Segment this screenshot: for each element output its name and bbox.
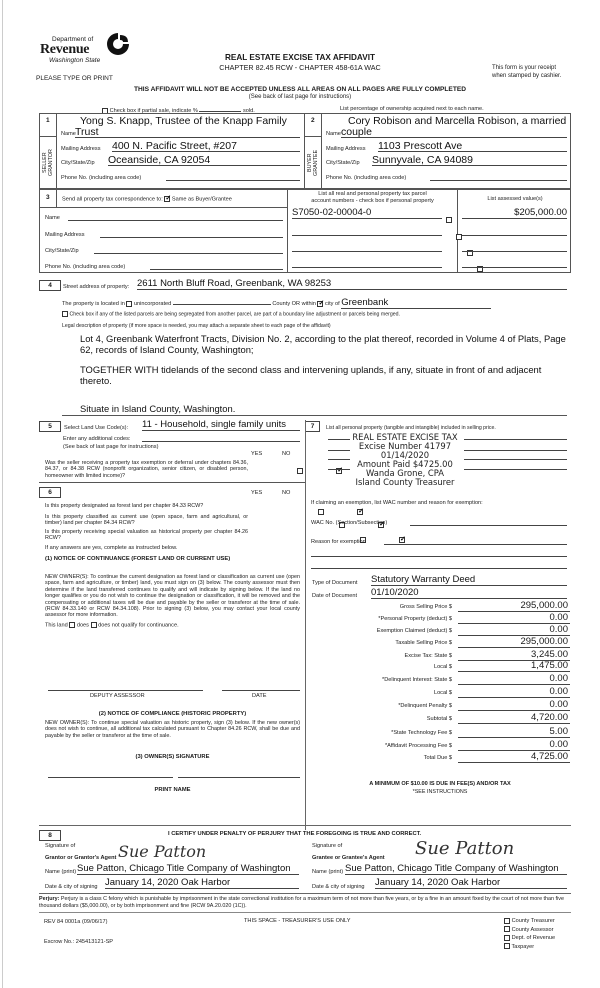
revenue-logo-icon (106, 32, 130, 56)
buyer-mailing-label: Mailing Address (326, 146, 366, 152)
exemption-claimed-field[interactable]: 0.00 (458, 625, 570, 636)
agency-line-3: Washington State (49, 57, 101, 64)
agency-line-2: Revenue (40, 42, 90, 57)
grantee-date-field[interactable]: January 14, 2020 Oak Harbor (375, 877, 567, 889)
section3-col-divider-2 (457, 189, 458, 273)
correspondence-phone-field[interactable] (150, 261, 283, 270)
delinquent-interest-state-row: *Delinquent Interest: State $ 0.00 (382, 673, 568, 684)
current-use-question: Is this property classified as current use (open space, farm and agricultural, or timber) land per chapter 84.34 RCW? (45, 514, 248, 527)
legal-description-p2[interactable]: TOGETHER WITH tidelands of the second class and intervening uplands, if any, situate in front of and adjacent thereto. (80, 364, 542, 386)
state-technology-fee-row: *State Technology Fee $ 5.00 (391, 726, 568, 737)
if-yes-note: If any answers are yes, complete as instructed below. (45, 545, 178, 551)
delinquent-interest-state-field[interactable]: 0.00 (458, 674, 570, 685)
section-8-bottom-line (39, 893, 571, 894)
section3-header-sep (39, 207, 287, 208)
forest-land-yes-checkbox[interactable] (318, 509, 324, 515)
section-2-number: 2 (311, 117, 315, 124)
parcel-number-2[interactable] (292, 224, 442, 236)
partial-sale-label: Check box if partial sale, indicate % (109, 108, 198, 114)
grantor-name-field[interactable]: Sue Patton, Chicago Title Company of Washington (77, 863, 299, 875)
street-address-field[interactable]: 2611 North Bluff Road, Greenbank, WA 98253 (137, 278, 567, 290)
additional-codes-field[interactable] (142, 434, 300, 442)
personal-property-line-3b[interactable] (464, 459, 567, 460)
buyer-city-field[interactable]: Sunnyvale, CA 94089 (372, 154, 567, 166)
buyer-phone-label: Phone No. (including area code) (326, 175, 407, 181)
copy-taxpayer-checkbox[interactable] (504, 943, 510, 949)
parcel-number-3[interactable] (292, 240, 442, 252)
buyer-name-line2[interactable]: couple (341, 126, 567, 138)
owner-signature-title: (3) OWNER(S) SIGNATURE (135, 754, 210, 760)
excise-tax-state-field[interactable]: 3,245.00 (458, 650, 570, 661)
additional-codes-note: (See back of last page for instructions) (63, 444, 159, 450)
exemption-yes-checkbox[interactable] (297, 468, 303, 474)
section5-no-header: NO (282, 451, 291, 457)
exemption-question: Was the seller receiving a property tax exemption or deferral under chapters 84.36, 84.37, or 84.38 RCW (nonprofit organization, senior citizen, or disabled person, homeowner with limited income)? (45, 460, 248, 479)
perjury-notice: Perjury: Perjury is a class C felony which is punishable by imprisonment in the state correctional institution for a maximum term of not more than five years, or by a fine in an amount fixed by the court of not more than five thousand dollars ($5,000.00), or by both imprisonment and fine (RCW 9A.20.020 (1C)). (39, 896, 564, 909)
exemption-reason-field[interactable] (384, 537, 567, 545)
correspondence-city-label: City/State/Zip (45, 248, 79, 254)
city-field[interactable]: Greenbank (341, 297, 491, 309)
parcel-number-4[interactable] (292, 256, 442, 268)
deputy-assessor-sig-line[interactable] (48, 690, 203, 691)
correspondence-mailing-label: Mailing Address (45, 232, 85, 238)
copy-county-treasurer: County Treasurer (504, 917, 555, 926)
buyer-num-sep (304, 136, 322, 137)
warning-banner: THIS AFFIDAVIT WILL NOT BE ACCEPTED UNLESS ALL AREAS ON ALL PAGES ARE FULLY COMPLETED (133, 86, 467, 93)
copy-county-treasurer-checkbox[interactable] (504, 918, 510, 924)
personal-property-line-2b[interactable] (464, 450, 567, 451)
partial-sale-percent-field[interactable] (199, 105, 241, 112)
copy-dept-revenue-checkbox[interactable] (504, 935, 510, 941)
buyer-city-label: City/State/Zip (326, 160, 360, 166)
copy-county-assessor: County Assessor (504, 926, 555, 935)
seller-mailing-label: Mailing Address (61, 146, 101, 152)
buyer-name-label: Name (326, 131, 341, 137)
total-due-field[interactable]: 4,725.00 (458, 752, 570, 763)
city-checkbox[interactable] (317, 301, 323, 307)
print-name-label: PRINT NAME (154, 787, 191, 793)
delinquent-penalty-row: *Delinquent Penalty $ 0.00 (398, 699, 568, 710)
grantor-signature-label-1: Signature of (45, 843, 76, 849)
stamp-treasurer-name: Wanda Grone, CPA (365, 468, 445, 478)
delinquent-interest-local-field[interactable]: 0.00 (458, 687, 570, 698)
grantor-date-field[interactable]: January 14, 2020 Oak Harbor (105, 877, 299, 889)
copy-distribution-list (504, 917, 555, 951)
grantee-name-label: Name (print) (312, 869, 344, 875)
copy-county-assessor-checkbox[interactable] (504, 926, 510, 932)
please-type-note: PLEASE TYPE OR PRINT (36, 75, 113, 82)
seller-grantor-label: SELLER GRANTOR (42, 149, 54, 177)
seller-name-label: Name (61, 131, 76, 137)
land-qualify-row: This land does does not qualify for continuance. (45, 622, 179, 629)
grantee-signature-label-1: Signature of (312, 843, 343, 849)
correspondence-name-field[interactable] (68, 212, 283, 221)
parcel-assessed-4[interactable] (462, 256, 567, 268)
does-qualify-checkbox[interactable] (69, 622, 75, 628)
gross-selling-price-row: Gross Selling Price $ 295,000.00 (399, 600, 568, 611)
street-address-label: Street address of property: (63, 284, 130, 290)
historic-question: Is this property receiving special valuation as historical property per chapter 84.26 RCW? (45, 529, 248, 542)
subtotal-field[interactable]: 4,720.00 (458, 713, 570, 724)
excise-tax-state-row: Excise Tax: State $ 3,245.00 (404, 649, 568, 660)
copy-dept-revenue: Dept. of Revenue (504, 934, 555, 943)
property-location-row: The property is located in unincorporated County OR within ✓ city of Greenbank (62, 297, 491, 309)
buyer-grantee-label: BUYER GRANTEE (307, 149, 319, 177)
buyer-mailing-field[interactable]: 1103 Prescott Ave (378, 140, 567, 152)
section-7-number: 7 (306, 421, 320, 432)
section-4-number: 4 (39, 280, 61, 291)
dor-logo (36, 32, 136, 64)
total-due-row: Total Due $ 4,725.00 (423, 751, 568, 762)
scan-edge (2, 0, 3, 988)
agency-line-1: Department of (52, 36, 94, 43)
section6-yes-header: YES (251, 490, 263, 496)
does-not-qualify-checkbox[interactable] (91, 622, 97, 628)
parcel-assessed-2[interactable] (462, 224, 567, 236)
affidavit-processing-fee-field[interactable]: 0.00 (458, 740, 570, 751)
section-8-top-line (39, 825, 571, 826)
seller-city-label: City/State/Zip (61, 160, 95, 166)
form-subtitle: CHAPTER 82.45 RCW - CHAPTER 458-61A WAC (219, 63, 381, 72)
grantor-name-label: Name (print) (45, 869, 77, 875)
document-type-label: Type of Document (312, 580, 358, 586)
instructions-note: (See back of last page for instructions) (248, 94, 352, 100)
gross-selling-price-field[interactable]: 295,000.00 (458, 601, 570, 612)
treasurer-paid-stamp (345, 433, 465, 487)
escrow-number: Escrow No.: 245413121-SP (44, 939, 114, 945)
additional-codes-label: Enter any additional codes: (63, 436, 131, 442)
correspondence-mailing-field[interactable] (100, 229, 283, 238)
parcel-personal-checkbox-1[interactable] (446, 217, 452, 223)
excise-tax-local-row: Local $ 1,475.00 (433, 660, 568, 671)
deputy-assessor-label: DEPUTY ASSESSOR (90, 693, 145, 699)
document-date-field[interactable]: 01/10/2020 (371, 587, 567, 599)
owner-signature-line-1[interactable] (48, 777, 173, 778)
grantor-signature-label-2: Grantor or Grantor's Agent (45, 855, 117, 861)
receipt-note-2: when stamped by cashier. (492, 73, 562, 79)
same-as-buyer-checkbox[interactable] (164, 196, 170, 202)
stamp-county: Island County Treasurer (355, 477, 455, 487)
correspondence-phone-label: Phone No. (including area code) (45, 264, 126, 270)
personal-property-line-1b[interactable] (464, 439, 567, 440)
assessor-date-line[interactable] (222, 690, 300, 691)
personal-property-line-4b[interactable] (464, 469, 567, 470)
grantor-signature[interactable]: Sue Patton (118, 842, 207, 861)
forest-land-question: Is this property designated as forest land per chapter 84.33 RCW? (45, 503, 204, 509)
seller-city-field[interactable]: Oceanside, CA 92054 (108, 154, 300, 166)
seller-name-line2[interactable]: Trust (75, 126, 300, 138)
notice-compliance-title: (2) NOTICE OF COMPLIANCE (HISTORIC PROPERTY) (98, 711, 247, 717)
exemption-reason-label: Reason for exemption (311, 539, 366, 545)
delinquent-penalty-field[interactable]: 0.00 (458, 700, 570, 711)
send-correspondence-label: Send all property tax correspondence to: ✓ Same as Buyer/Grantee (62, 196, 232, 202)
seller-phone-label: Phone No. (including area code) (61, 175, 142, 181)
buyer-name-line1[interactable]: Cory Robison and Marcella Robison, a married (348, 115, 567, 127)
seller-phone-field[interactable] (166, 172, 300, 181)
section-6-top-line (39, 482, 305, 483)
perjury-bottom-line (39, 912, 571, 913)
exemption-reason-field-2[interactable] (311, 556, 567, 557)
taxable-selling-price-row: Taxable Selling Price $ 295,000.00 (395, 636, 568, 647)
section3-col-divider-1 (287, 189, 288, 273)
legal-description-p3[interactable]: Situate in Island County, Washington. (80, 403, 236, 414)
ownership-note: List percentage of ownership acquired next to each name. (340, 106, 484, 112)
minimum-due-note: A MINIMUM OF $10.00 IS DUE IN FEE(S) AND/OR TAX (369, 781, 511, 787)
receipt-note-1: This form is your receipt (492, 65, 557, 71)
section-1-number: 1 (46, 117, 50, 124)
parcel-number-1[interactable]: S7050-02-00004-0 (292, 207, 442, 219)
buyer-phone-field[interactable] (430, 172, 567, 181)
legal-description-bottom-line (62, 415, 567, 416)
stamp-date: 01/14/2020 (380, 450, 430, 460)
form-number: REV 84 0001a (09/06/17) (44, 919, 108, 925)
parcel-assessed-3[interactable] (462, 240, 567, 252)
seller-num-sep (39, 136, 57, 137)
notice-continuance-text: NEW OWNER(S): To continue the current designation as forest land or classification as current use (open space, farm and agriculture, or timber) land, you must sign on (3) below. The county assessor must then determine if the land transferred continues to qualify and will indicate by signing below. If the land no longer qualifies or you do not wish to continue the designation or classification, it will be removed and the compensating or additional taxes will be due and payable by the seller or transferor at the time of sale. (RCW 84.33.140 or RCW 84.34.108). Prior to signing (3) below, you may contact your local county assessor for more information. (45, 574, 300, 619)
personal-property-label: List all personal property (tangible and intangible) included in selling price. (326, 425, 496, 431)
delinquent-interest-local-row: Local $ 0.00 (433, 686, 568, 697)
taxable-selling-price-field[interactable]: 295,000.00 (458, 637, 570, 648)
document-date-label: Date of Document (312, 593, 358, 599)
state-technology-fee-field[interactable]: 5.00 (458, 727, 570, 738)
parcel-header: List all real and personal property tax parcel account numbers - check box if personal property (311, 191, 434, 204)
certify-statement: I CERTIFY UNDER PENALTY OF PERJURY THAT THE FOREGOING IS TRUE AND CORRECT. (168, 831, 422, 837)
segregated-checkbox[interactable] (62, 311, 68, 317)
section-8-number: 8 (39, 830, 61, 841)
see-instructions-note: *SEE INSTRUCTIONS (412, 789, 468, 795)
wac-number-field[interactable] (410, 518, 567, 526)
grantor-date-label: Date & city of signing (45, 884, 98, 890)
section6-no-header: NO (282, 490, 291, 496)
wac-number-label: WAC No. (Section/Subsection) (311, 520, 388, 526)
partial-sale-sold: sold. (243, 108, 255, 114)
notice-compliance-text: NEW OWNER(S): To continue special valuation as historic property, sign (3) below. If the new owner(s) does not wish to continue, all additional tax calculated pursuant to Chapter 84.26 RCW, shall be due and payable by the seller or transferor at the time of sale. (45, 720, 300, 739)
seller-mailing-field[interactable]: 400 N. Pacific Street, #207 (112, 140, 300, 152)
owner-signature-line-2[interactable] (178, 777, 300, 778)
personal-property-deduct-row: *Personal Property (deduct) $ 0.00 (378, 612, 568, 623)
exemption-claimed-row: Exemption Claimed (deduct) $ 0.00 (376, 624, 568, 635)
section-5-number: 5 (39, 421, 61, 432)
excise-tax-local-field[interactable]: 1,475.00 (458, 661, 570, 672)
assessed-header: List assessed value(s) (487, 196, 543, 202)
notice-continuance-title: (1) NOTICE OF CONTINUANCE (FOREST LAND OR CURRENT USE) (45, 556, 231, 562)
affidavit-processing-fee-row: *Affidavit Processing Fee $ 0.00 (384, 739, 568, 750)
correspondence-city-field[interactable] (94, 245, 283, 254)
grantee-signature[interactable]: Sue Patton (415, 838, 515, 859)
forest-land-no-checkbox[interactable] (357, 509, 363, 515)
stamp-excise-number: Excise Number 41797 (358, 441, 452, 451)
copy-taxpayer: Taxpayer (504, 943, 555, 952)
document-type-field[interactable]: Statutory Warranty Deed (371, 574, 567, 586)
treasurer-use-label: THIS SPACE - TREASURER'S USE ONLY (244, 918, 351, 924)
grantee-date-label: Date & city of signing (312, 884, 365, 890)
correspondence-name-label: Name (45, 215, 60, 221)
form-title: REAL ESTATE EXCISE TAX AFFIDAVIT (225, 53, 375, 62)
section5-yes-header: YES (251, 451, 263, 457)
seller-name-line1[interactable]: Yong S. Knapp, Trustee of the Knapp Family (80, 115, 287, 127)
grantee-name-field[interactable]: Sue Patton, Chicago Title Company of Washington (345, 863, 567, 875)
section-3-number: 3 (46, 194, 50, 201)
stamp-line-1: REAL ESTATE EXCISE TAX (352, 432, 458, 442)
assessor-date-label: DATE (252, 693, 267, 699)
land-use-label: Select Land Use Code(s): (64, 425, 129, 431)
subtotal-row: Subtotal $ 4,720.00 (426, 712, 568, 723)
stamp-amount-paid: Amount Paid $4725.00 (357, 459, 453, 469)
grantee-signature-label-2: Grantee or Grantee's Agent (312, 855, 385, 861)
exemption-reason-field-3[interactable] (311, 568, 567, 569)
section-6-number: 6 (39, 487, 61, 498)
parcel-assessed-1[interactable]: $205,000.00 (462, 207, 567, 219)
unincorporated-checkbox[interactable] (126, 301, 132, 307)
county-field[interactable] (173, 299, 271, 305)
land-use-field[interactable]: 11 - Household, single family units (142, 419, 300, 431)
segregated-row: Check box if any of the listed parcels are being segregated from another parcel, are part of a boundary line adjustment or parcels being merged. (62, 311, 400, 317)
legal-description-label: Legal description of property (if more space is needed, you may attach a separate sheet to each page of the affidavit) (62, 323, 331, 329)
personal-property-deduct-field[interactable]: 0.00 (458, 613, 570, 624)
legal-description-p1[interactable]: Lot 4, Greenbank Waterfront Tracts, Division No. 2, according to the plat thereof, recorded in Volume 4 of Plats, Page 62, records of Island County, Washington; (80, 333, 566, 355)
exemption-claim-label: If claiming an exemption, list WAC number and reason for exemption: (311, 500, 483, 506)
